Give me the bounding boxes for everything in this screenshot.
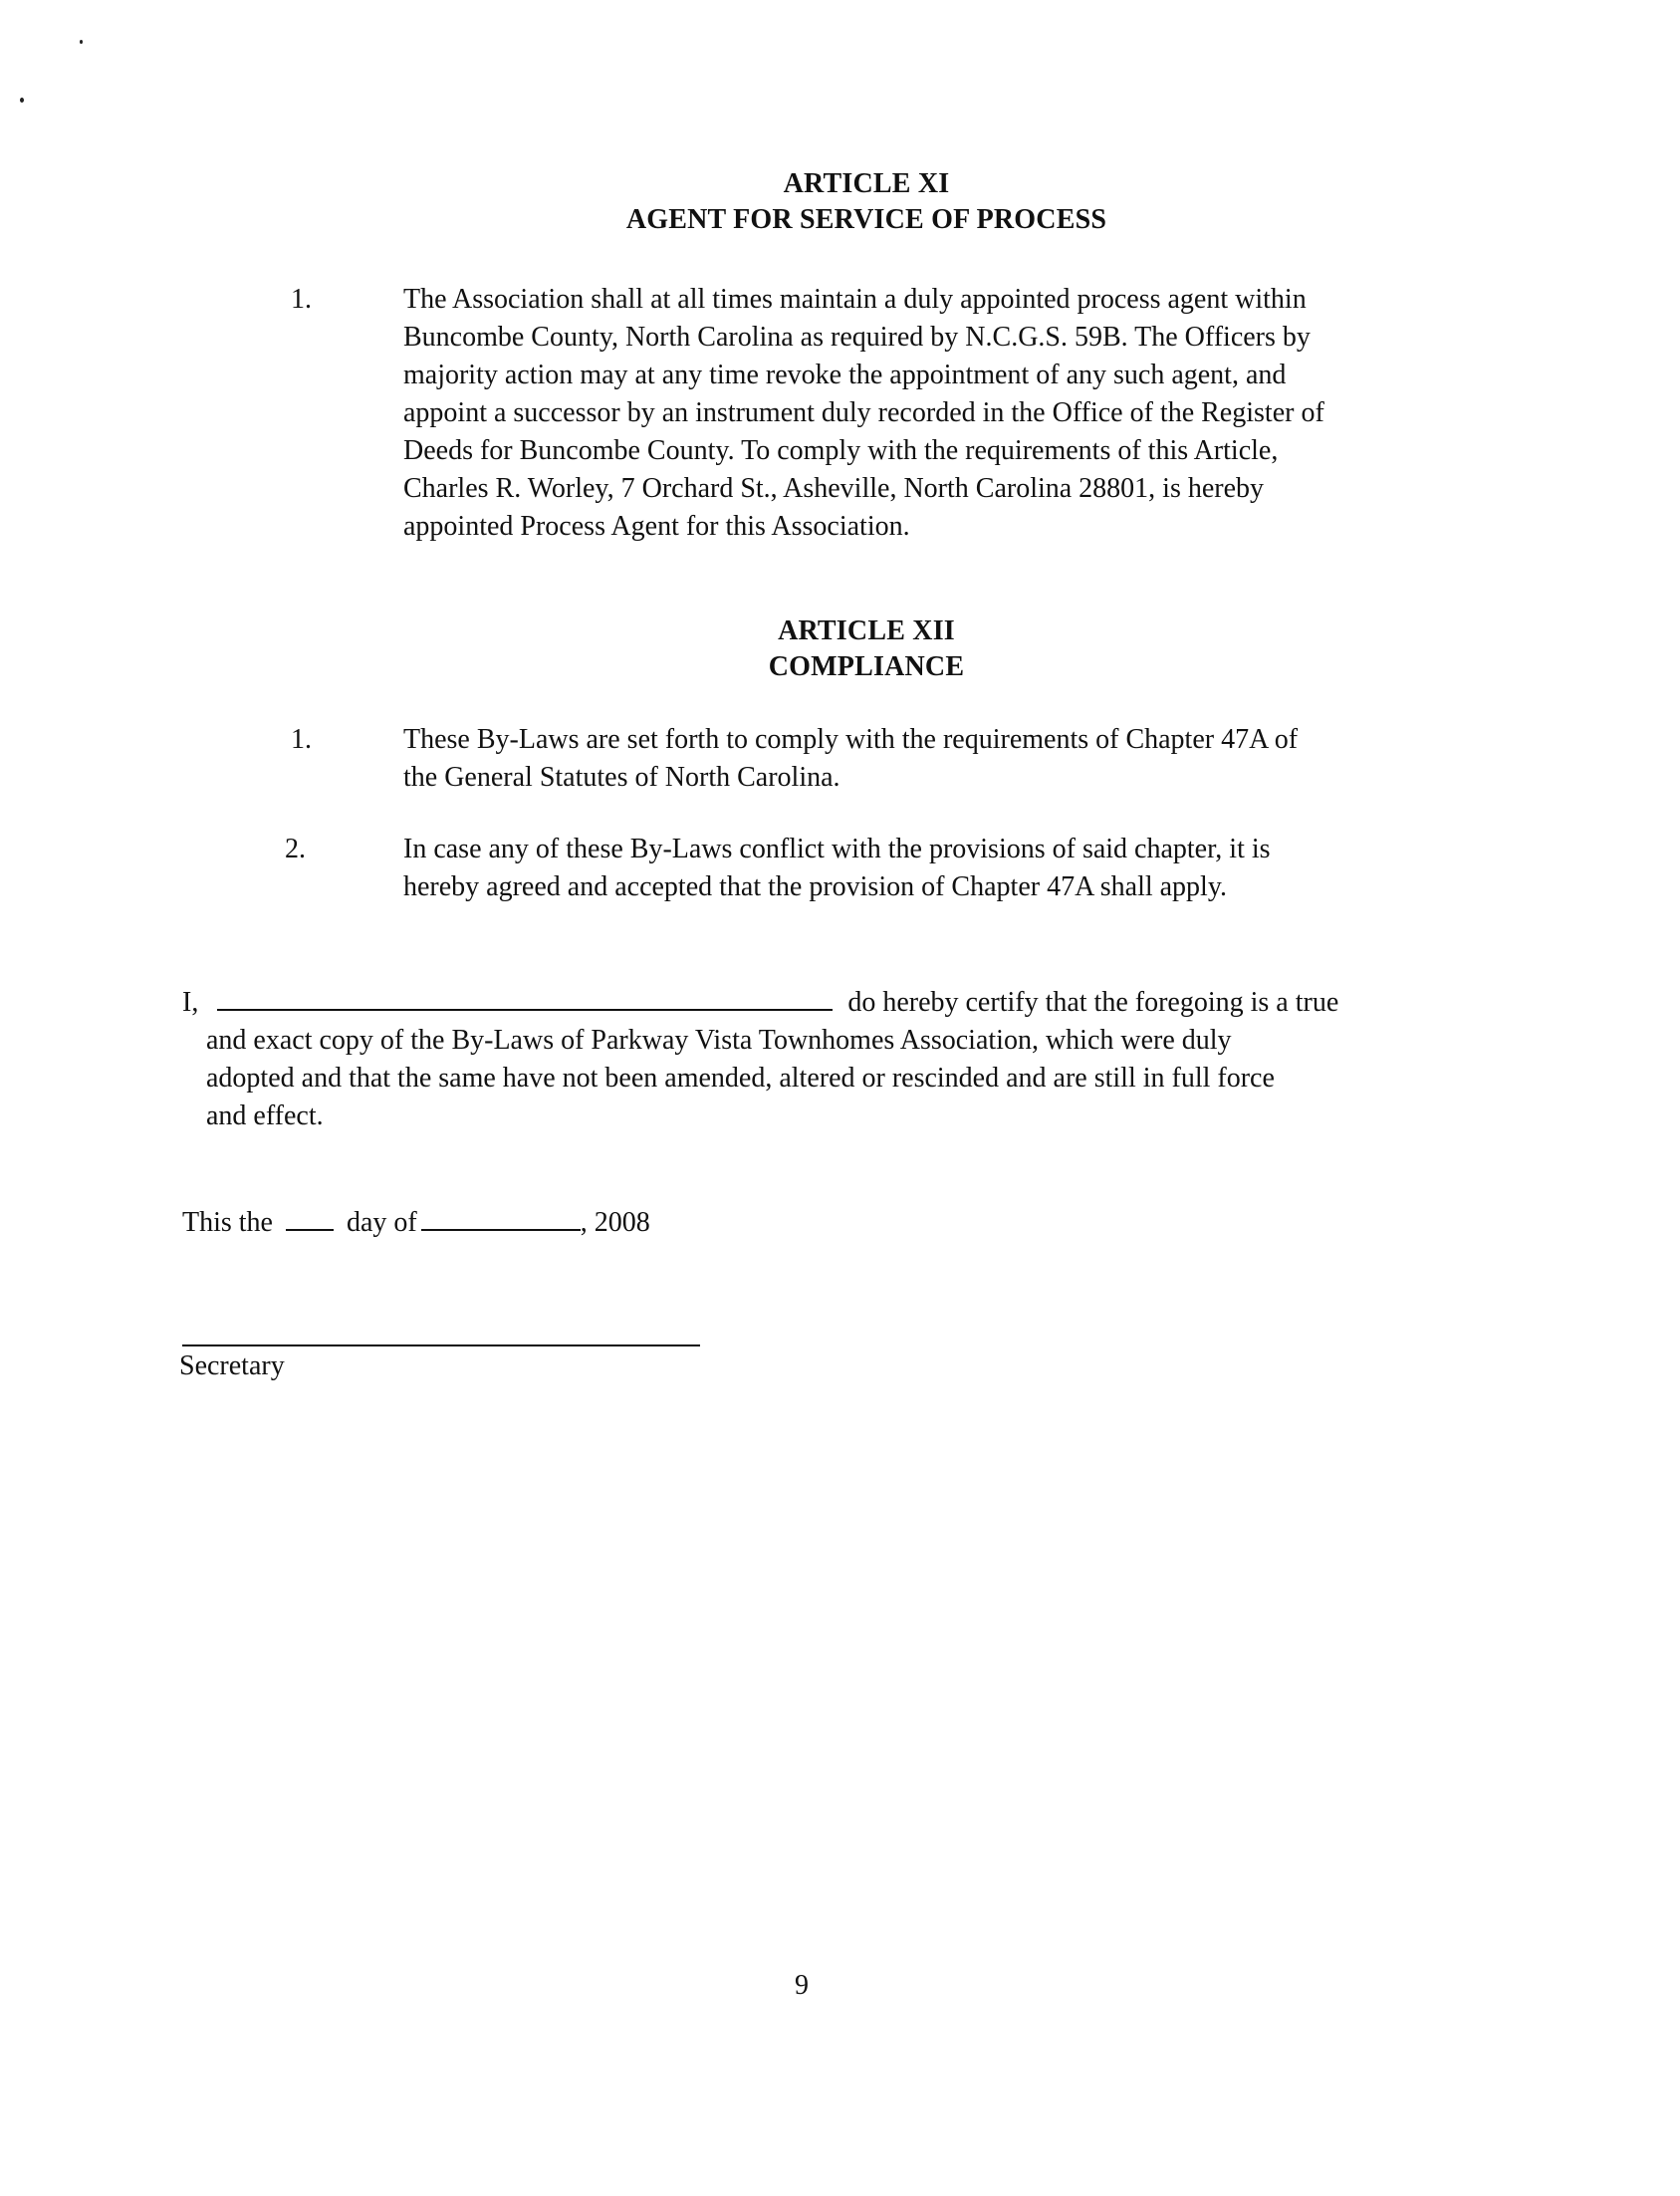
page-number: 9 <box>795 1970 809 2001</box>
article-11-item-1-text <box>403 281 1459 546</box>
text-line: In case any of these By-Laws conflict with the provisions of said chapter, it is <box>403 834 1271 864</box>
text-line: the General Statutes of North Carolina. <box>403 762 840 793</box>
text-line: Deeds for Buncombe County. To comply with the requirements of this Article, <box>403 435 1279 466</box>
article-12-item-1-text <box>403 721 1459 797</box>
text-line: and effect. <box>206 1100 324 1131</box>
date-line <box>182 1203 650 1242</box>
this-the-label: This the <box>182 1207 273 1238</box>
certification-prefix: I, <box>182 987 199 1018</box>
day-blank[interactable] <box>286 1203 334 1231</box>
text-line: majority action may at any time revoke the appointment of any such agent, and <box>403 360 1287 390</box>
name-blank[interactable] <box>217 983 833 1011</box>
text-line: adopted and that the same have not been amended, altered or rescinded and are still in full force <box>206 1063 1275 1094</box>
text-line: appointed Process Agent for this Association. <box>403 511 910 542</box>
text-line: These By-Laws are set forth to comply with the requirements of Chapter 47A of <box>403 724 1299 755</box>
year-label: , 2008 <box>580 1207 650 1238</box>
signature-label: Secretary <box>179 1350 285 1381</box>
text-line: Buncombe County, North Carolina as required by N.C.G.S. 59B. The Officers by <box>403 322 1311 353</box>
article-12-heading <box>0 613 1680 685</box>
text-line: appoint a successor by an instrument duly recorded in the Office of the Register of <box>403 397 1324 428</box>
text-line: and exact copy of the By-Laws of Parkway Vista Townhomes Association, which were duly <box>206 1025 1232 1056</box>
signature-line[interactable] <box>182 1344 700 1346</box>
article-12-item-1-number: 1. <box>291 724 312 755</box>
month-blank[interactable] <box>421 1203 581 1231</box>
article-11-subtitle: AGENT FOR SERVICE OF PROCESS <box>625 204 1107 235</box>
scan-speck <box>20 98 24 103</box>
day-of-label: day of <box>347 1207 417 1238</box>
article-11-heading <box>0 166 1680 238</box>
certification-first-line-text: do hereby certify that the foregoing is a true <box>847 987 1339 1018</box>
article-12-item-2-number: 2. <box>285 834 306 864</box>
article-12-subtitle: COMPLIANCE <box>768 651 965 682</box>
text-line: hereby agreed and accepted that the provision of Chapter 47A shall apply. <box>403 871 1228 902</box>
scan-speck <box>80 40 83 44</box>
article-12-title: ARTICLE XII <box>778 615 955 646</box>
article-11-title: ARTICLE XI <box>783 168 950 199</box>
text-line: Charles R. Worley, 7 Orchard St., Asheville, North Carolina 28801, is hereby <box>403 473 1265 504</box>
article-12-item-2-text <box>403 831 1459 906</box>
certification-first-line <box>182 983 1437 1022</box>
certification-block <box>182 983 1437 1135</box>
text-line: The Association shall at all times maintain a duly appointed process agent within <box>403 284 1307 315</box>
article-11-item-1-number: 1. <box>291 284 312 315</box>
